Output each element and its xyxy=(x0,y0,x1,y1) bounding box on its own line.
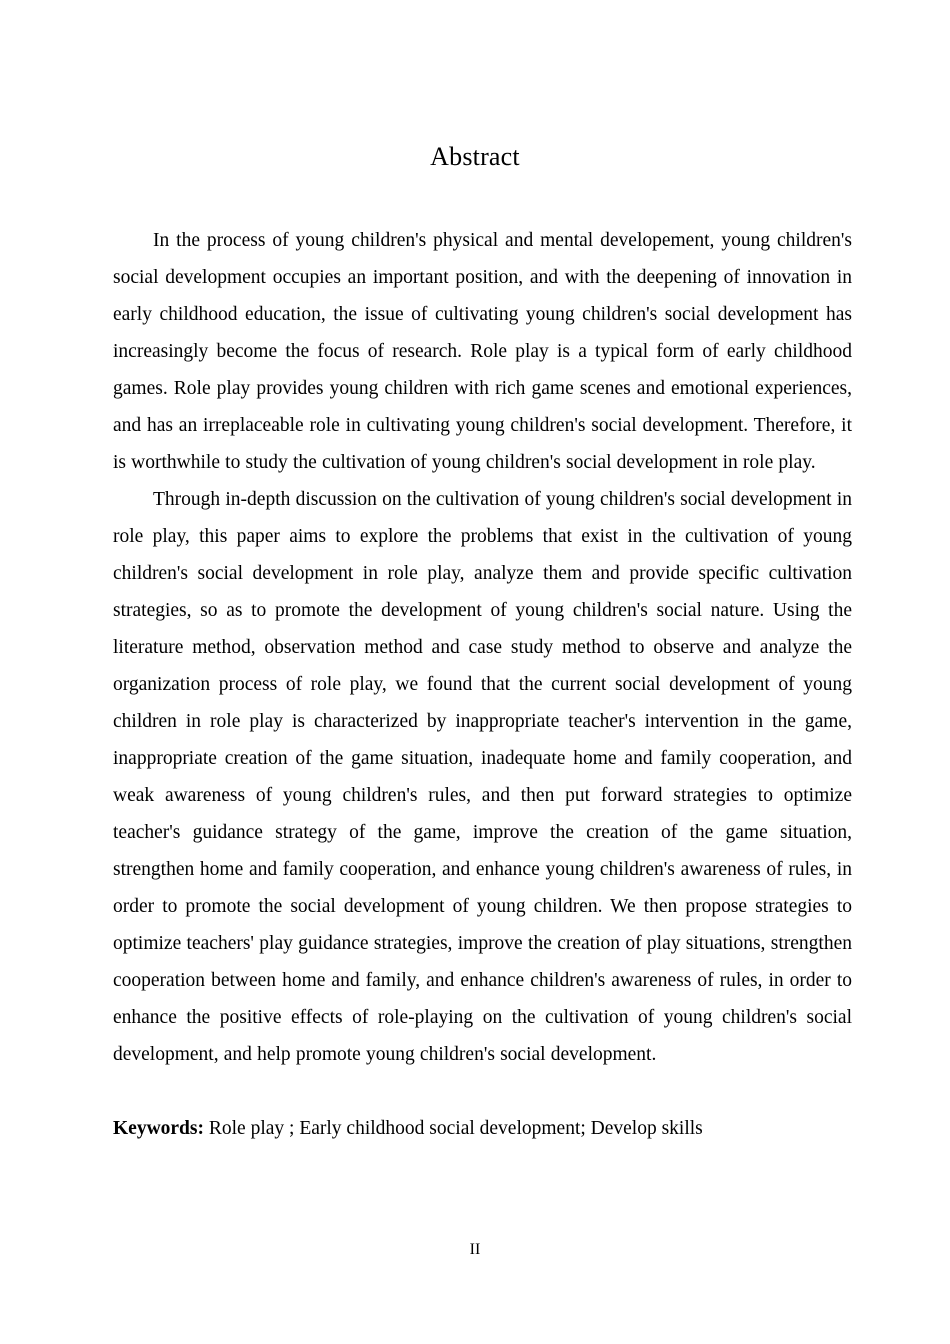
abstract-paragraph-1: In the process of young children's physical and mental developement, young children's social development occupies an important position, and with the deepening of innovation in early childhood education, the issue of cultivating young children's social development has increasingly become the focus of research. Role play is a typical form of early childhood games. Role play provides young children with rich game scenes and emotional experiences, and has an irreplaceable role in cultivating young children's social development. Therefore, it is worthwhile to study the cultivation of young children's social development in role play. xyxy=(113,230,852,473)
abstract-body xyxy=(113,222,852,1147)
keywords-line xyxy=(113,1073,852,1147)
keywords-label: Keywords: xyxy=(113,1118,204,1139)
page-title: Abstract xyxy=(430,142,520,172)
page-number: II xyxy=(469,1241,481,1258)
keywords-value: Role play ; Early childhood social development; Develop skills xyxy=(204,1118,703,1139)
abstract-paragraph-2: Through in-depth discussion on the cultivation of young children's social development in role play, this paper aims to explore the problems that exist in the cultivation of young children's social development in role play, analyze them and provide specific cultivation strategies, so as to promote the development of young children's social nature. Using the literature method, observation method and case study method to observe and analyze the organization process of role play, we found that the current social development of young children in role play is characterized by inappropriate teacher's intervention in the game, inappropriate creation of the game situation, inadequate home and family cooperation, and weak awareness of young children's rules, and then put forward strategies to optimize teacher's guidance strategy of the game, improve the creation of the game situation, strengthen home and family cooperation, and enhance young children's awareness of rules, in order to promote the social development of young children. We then propose strategies to optimize teachers' play guidance strategies, improve the creation of play situations, strengthen cooperation between home and family, and enhance children's awareness of rules, in order to enhance the positive effects of role-playing on the cultivation of young children's social development, and help promote young children's social development. xyxy=(113,489,852,1065)
